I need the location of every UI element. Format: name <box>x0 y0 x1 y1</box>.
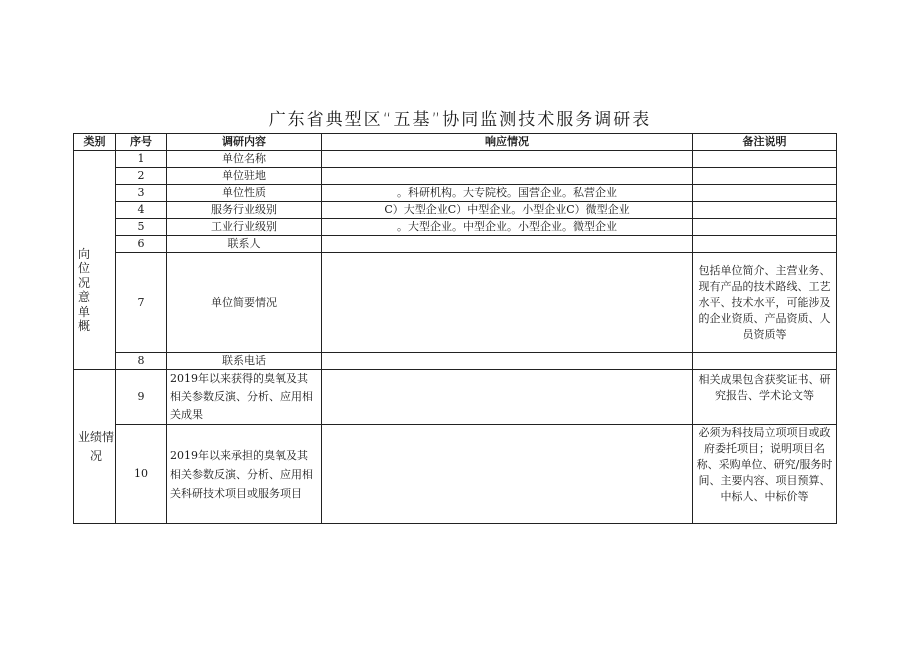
seq-cell: 5 <box>116 219 167 236</box>
note-cell <box>693 151 837 168</box>
response-cell[interactable] <box>322 370 693 425</box>
content-cell: 服务行业级别 <box>167 202 322 219</box>
note-cell: 包括单位简介、主营业务、现有产品的技术路线、工艺水平、技术水平，可能涉及的企业资质、产品资质、人员资质等 <box>693 253 837 353</box>
table-row <box>74 353 837 370</box>
note-cell <box>693 185 837 202</box>
table-row <box>74 219 837 236</box>
table-row <box>74 185 837 202</box>
note-cell <box>693 168 837 185</box>
content-cell: 单位简要情况 <box>167 253 322 353</box>
content-cell: 单位名称 <box>167 151 322 168</box>
header-content: 调研内容 <box>167 134 322 151</box>
table-row <box>74 425 837 524</box>
category-label: 业绩情况 <box>77 429 114 463</box>
table-row <box>74 236 837 253</box>
header-category: 类别 <box>74 134 116 151</box>
header-note: 备注说明 <box>693 134 837 151</box>
content-cell: 2019年以来承担的臭氧及其相关参数反演、分析、应用相关科研技术项目或服务项目 <box>167 425 322 524</box>
note-cell <box>693 353 837 370</box>
seq-cell: 1 <box>116 151 167 168</box>
seq-cell: 7 <box>116 253 167 353</box>
category-cell-basic <box>74 151 116 370</box>
note-cell: 必须为科技局立项项目或政府委托项目；说明项目名称、采购单位、研究/服务时间、主要内容、项目预算、中标人、中标价等 <box>693 425 837 524</box>
content-cell: 工业行业级别 <box>167 219 322 236</box>
table-row <box>74 370 837 425</box>
survey-table <box>73 133 837 524</box>
table-header-row <box>74 134 837 151</box>
seq-cell: 6 <box>116 236 167 253</box>
note-cell <box>693 236 837 253</box>
content-cell: 联系电话 <box>167 353 322 370</box>
category-label: 向位况意单概 <box>78 246 91 333</box>
seq-cell: 10 <box>116 425 167 524</box>
table-row <box>74 202 837 219</box>
seq-cell: 4 <box>116 202 167 219</box>
seq-cell: 8 <box>116 353 167 370</box>
response-cell[interactable]: 。大型企业。中型企业。小型企业。微型企业 <box>322 219 693 236</box>
header-response: 响应情况 <box>322 134 693 151</box>
response-cell[interactable]: 。科研机构。大专院校。国营企业。私营企业 <box>322 185 693 202</box>
seq-cell: 9 <box>116 370 167 425</box>
table-row <box>74 253 837 353</box>
seq-cell: 3 <box>116 185 167 202</box>
response-cell[interactable] <box>322 353 693 370</box>
table-row <box>74 151 837 168</box>
response-cell[interactable] <box>322 236 693 253</box>
response-cell[interactable] <box>322 253 693 353</box>
response-cell[interactable] <box>322 168 693 185</box>
response-cell[interactable] <box>322 151 693 168</box>
header-seq: 序号 <box>116 134 167 151</box>
category-cell-performance <box>74 370 116 524</box>
response-cell[interactable] <box>322 425 693 524</box>
table-row <box>74 168 837 185</box>
response-cell[interactable]: C）大型企业C）中型企业。小型企业C）微型企业 <box>322 202 693 219</box>
content-cell: 2019年以来获得的臭氧及其相关参数反演、分析、应用相关成果 <box>167 370 322 425</box>
note-cell <box>693 202 837 219</box>
seq-cell: 2 <box>116 168 167 185</box>
page-title: 广东省典型区“五基”协同监测技术服务调研表 <box>268 110 652 130</box>
content-cell: 单位驻地 <box>167 168 322 185</box>
note-cell <box>693 219 837 236</box>
note-cell: 相关成果包含获奖证书、研究报告、学术论文等 <box>693 370 837 425</box>
content-cell: 联系人 <box>167 236 322 253</box>
content-cell: 单位性质 <box>167 185 322 202</box>
